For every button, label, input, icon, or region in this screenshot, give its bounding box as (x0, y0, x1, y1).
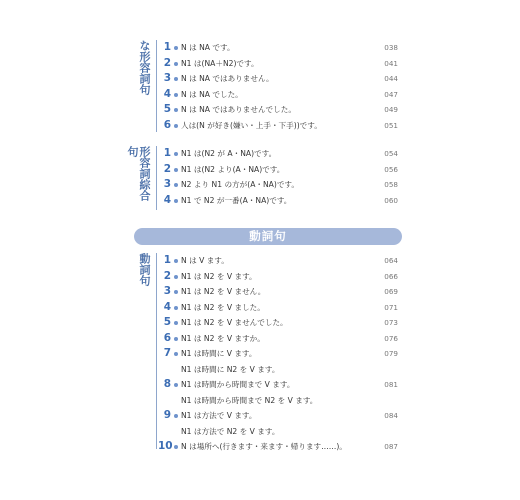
item-text: N1 は時間から時間まで V ます。 (181, 380, 295, 389)
item-text: N は場所へ(行きます・来ます・帰ります……)。 (181, 442, 347, 451)
page-number: 084 (384, 411, 398, 420)
list-item-sub[interactable] (162, 362, 398, 378)
item-text: N1 は時間から時間まで N2 を V ます。 (181, 395, 318, 405)
divider (156, 146, 157, 210)
page-number: 073 (384, 318, 398, 327)
chapter-banner: 動詞句 (134, 228, 402, 245)
item-number: 1 (163, 254, 171, 266)
item-number: 4 (163, 87, 171, 100)
list-item[interactable] (162, 193, 398, 209)
item-text: N1 は(NA＋N2)です。 (181, 58, 259, 68)
section-label: 形容詞綜合句 (126, 146, 151, 201)
page-number: 038 (384, 43, 398, 52)
item-number: 6 (163, 118, 171, 131)
item-text: N1 は時間に V ます。 (181, 349, 257, 358)
bullet-icon (174, 77, 178, 81)
item-number: 4 (163, 300, 171, 313)
list-item[interactable] (162, 40, 398, 56)
divider (156, 40, 157, 132)
bullet-icon (174, 46, 178, 50)
bullet-icon (174, 168, 178, 172)
page-number: 079 (384, 349, 398, 358)
list-item[interactable] (162, 408, 398, 424)
item-number: 10 (158, 440, 173, 452)
bullet-icon (174, 183, 178, 187)
section-verb (134, 253, 398, 452)
item-number: 8 (163, 378, 171, 390)
page-number: 069 (384, 287, 398, 296)
bullet-icon (174, 290, 178, 294)
page-number: 054 (384, 149, 398, 158)
page-number: 049 (384, 105, 398, 114)
page-number: 047 (384, 89, 398, 99)
item-number: 5 (163, 316, 171, 328)
section-na-adjective (134, 40, 398, 132)
item-text: N1 は N2 を V ません。 (181, 287, 266, 296)
bullet-icon (174, 306, 178, 310)
item-text: N1 は N2 を V ますか。 (181, 333, 265, 343)
item-text: N は NA ではありませんでした。 (181, 105, 296, 114)
item-number: 2 (163, 162, 171, 175)
list-item[interactable] (162, 102, 398, 118)
item-text: N は NA ではありません。 (181, 74, 274, 83)
bullet-icon (174, 383, 178, 387)
page-number: 041 (384, 58, 398, 68)
page-number: 064 (384, 256, 398, 265)
bullet-icon (174, 321, 178, 325)
bullet-icon (174, 259, 178, 263)
bullet-icon (174, 352, 178, 356)
bullet-icon (174, 152, 178, 156)
item-number: 9 (163, 409, 171, 421)
list-item-sub[interactable] (162, 393, 398, 409)
bullet-icon (174, 93, 178, 97)
item-text: N1 は N2 を V ました。 (181, 302, 265, 312)
list-item[interactable] (162, 177, 398, 193)
section-label: 動詞句 (138, 253, 151, 286)
list-item[interactable] (162, 118, 398, 134)
item-number: 7 (163, 347, 171, 359)
list-item[interactable] (162, 284, 398, 300)
page-number: 060 (384, 195, 398, 205)
list-item[interactable] (162, 87, 398, 103)
bullet-icon (174, 337, 178, 341)
bullet-icon (174, 124, 178, 128)
section-adjective-comprehensive (126, 146, 398, 210)
list-item[interactable] (162, 346, 398, 362)
item-text: N1 は時間に N2 を V ます。 (181, 364, 280, 374)
item-text: N は V ます。 (181, 256, 229, 265)
item-text: N1 は N2 を V ませんでした。 (181, 318, 288, 327)
item-text: N1 で N2 が一番(A・NA)です。 (181, 195, 292, 205)
item-number: 2 (163, 269, 171, 282)
item-text: N1 は(N2 が A・NA)です。 (181, 149, 277, 158)
item-number: 3 (163, 285, 171, 297)
item-number: 2 (163, 56, 171, 69)
item-number: 3 (163, 178, 171, 190)
page-number: 066 (384, 271, 398, 281)
item-text: N1 は N2 を V ます。 (181, 271, 257, 281)
item-text: N1 は方法で V ます。 (181, 411, 257, 420)
page-number: 058 (384, 180, 398, 189)
list-item[interactable] (162, 162, 398, 178)
bullet-icon (174, 199, 178, 203)
list-item[interactable] (158, 439, 398, 455)
section-label: な形容詞句 (138, 40, 151, 95)
item-text: N1 は方法で N2 を V ます。 (181, 426, 280, 436)
list-item[interactable] (162, 253, 398, 269)
page-number: 076 (384, 333, 398, 343)
divider (156, 253, 157, 449)
bullet-icon (174, 275, 178, 279)
item-number: 1 (163, 41, 171, 53)
page-number: 087 (384, 442, 398, 451)
bullet-icon (174, 108, 178, 112)
item-number: 1 (163, 147, 171, 159)
list-item[interactable] (162, 300, 398, 316)
list-item[interactable] (162, 331, 398, 347)
item-number: 3 (163, 72, 171, 84)
item-number: 6 (163, 331, 171, 344)
item-text: 人は(N が好き(嫌い・上手・下手))です。 (181, 120, 322, 130)
page-number: 056 (384, 164, 398, 174)
list-item-sub[interactable] (162, 424, 398, 440)
list-item[interactable] (162, 269, 398, 285)
page-number: 071 (384, 302, 398, 312)
page-number: 051 (384, 120, 398, 130)
item-number: 4 (163, 193, 171, 206)
list-item[interactable] (162, 56, 398, 72)
item-text: N は NA です。 (181, 43, 235, 52)
list-item[interactable] (162, 377, 398, 393)
list-item[interactable] (162, 71, 398, 87)
item-text: N は NA でした。 (181, 89, 243, 99)
list-item[interactable] (162, 146, 398, 162)
item-text: N1 は(N2 より(A・NA)です。 (181, 164, 285, 174)
page-number: 081 (384, 380, 398, 389)
list-item[interactable] (162, 315, 398, 331)
bullet-icon (174, 62, 178, 66)
bullet-icon (174, 414, 178, 418)
item-number: 5 (163, 103, 171, 115)
bullet-icon (174, 445, 178, 449)
page-number: 044 (384, 74, 398, 83)
item-text: N2 より N1 の方が(A・NA)です。 (181, 180, 299, 189)
